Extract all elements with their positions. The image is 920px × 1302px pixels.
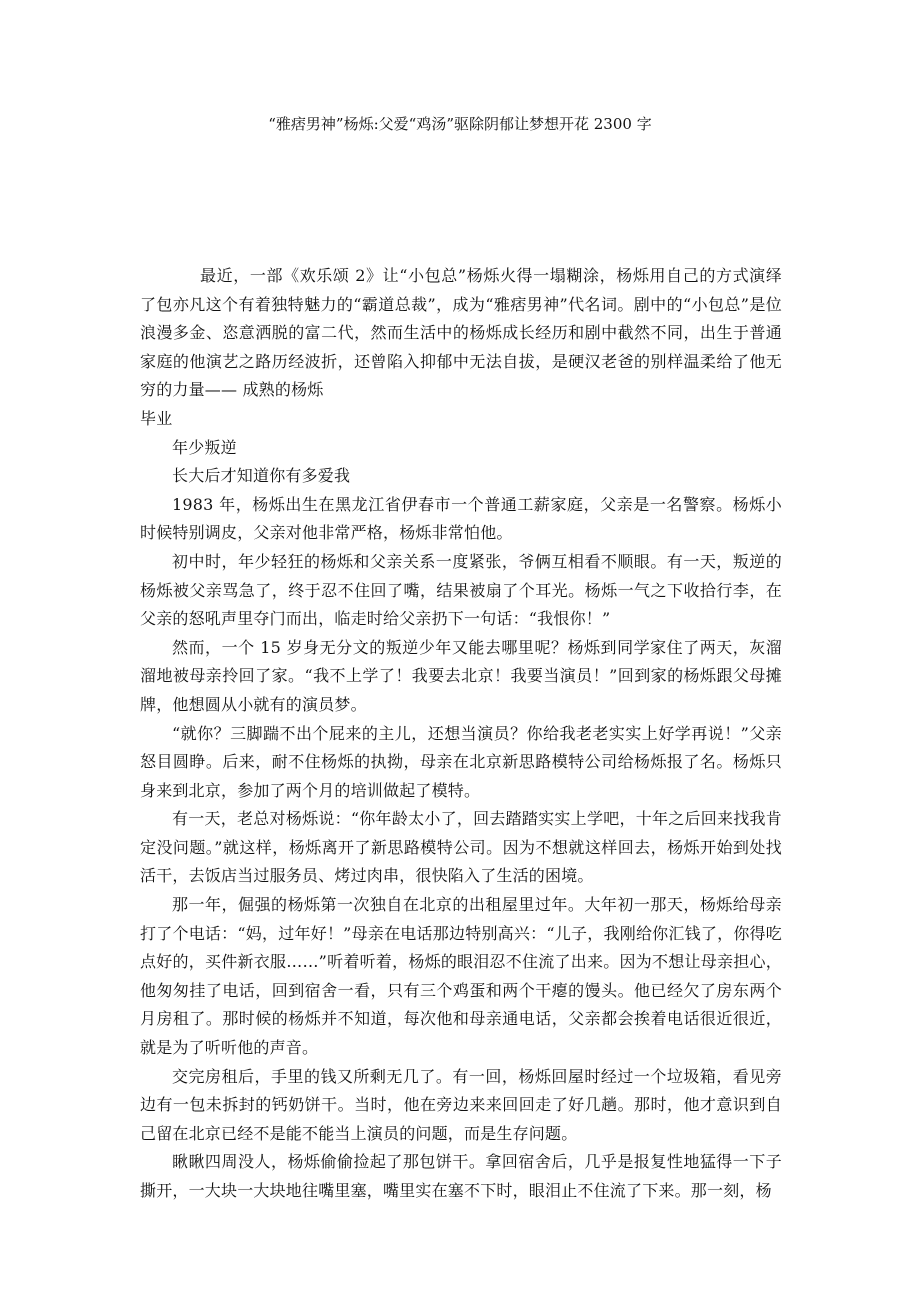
document-title: “雅痞男神”杨烁:父爱“鸡汤”驱除阴郁让梦想开花 2300 字 <box>268 115 652 133</box>
body-paragraph: 初中时，年少轻狂的杨烁和父亲关系一度紧张，爷俩互相看不顺眼。有一天，叛逆的杨烁被父亲骂急了，终于忍不住回了嘴，结果被扇了个耳光。杨烁一气之下收拾行李，在父亲的怒吼声里夺门而出，临走时给父亲扔下一句话：“我恨你！” <box>140 551 782 629</box>
section-heading: 年少叛逆 <box>172 437 237 457</box>
body-paragraph: “就你？三脚踹不出个屁来的主儿，还想当演员？你给我老老实实上好学再说！”父亲怒目圆睁。后来，耐不住杨烁的执拗，母亲在北京新思路模特公司给杨烁报了名。杨烁只身来到北京，参加了两个月的培训做起了模特。 <box>140 723 782 800</box>
body-paragraph: 1983 年，杨烁出生在黑龙江省伊春市一个普通工薪家庭，父亲是一名警察。杨烁小时候特别调皮，父亲对他非常严格，杨烁非常怕他。 <box>140 494 782 543</box>
article-body <box>140 262 782 1206</box>
body-paragraph: 有一天，老总对杨烁说：“你年龄太小了，回去踏踏实实上学吧，十年之后回来找我肯定没问题。”就这样，杨烁离开了新思路模特公司。因为不想就这样回去，杨烁开始到处找活干，去饭店当过服务员、烤过肉串，很快陷入了生活的困境。 <box>140 809 782 886</box>
section-subheading: 长大后才知道你有多爱我 <box>172 466 351 486</box>
body-paragraph: 然而，一个 15 岁身无分文的叛逆少年又能去哪里呢？杨烁到同学家住了两天，灰溜溜地被母亲拎回了家。“我不上学了！我要去北京！我要当演员！”回到家的杨烁跟父母摊牌，他想圆从小就有的演员梦。 <box>140 637 782 714</box>
body-paragraph: 交完房租后，手里的钱又所剩无几了。有一回，杨烁回屋时经过一个垃圾箱，看见旁边有一包未拆封的钙奶饼干。当时，他在旁边来来回回走了好几趟。那时，他才意识到自己留在北京已经不是能不能当上演员的问题，而是生存问题。 <box>140 1066 782 1143</box>
graduation-line: 毕业 <box>140 408 173 428</box>
intro-paragraph: 最近，一部《欢乐颂 2》让“小包总”杨烁火得一塌糊涂，杨烁用自己的方式演绎了包亦凡这个有着独特魅力的“霸道总裁”，成为“雅痞男神”代名词。剧中的“小包总”是位浪漫多金、恣意洒脱的富二代，然而生活中的杨烁成长经历和剧中截然不同，出生于普通家庭的他演艺之路历经波折，还曾陷入抑郁中无法自拔，是硬汉老爸的别样温柔给了他无穷的力量—— 成熟的杨烁 <box>140 266 782 400</box>
body-paragraph: 那一年，倔强的杨烁第一次独自在北京的出租屋里过年。大年初一那天，杨烁给母亲打了个电话：“妈，过年好！”母亲在电话那边特别高兴：“儿子，我刚给你汇钱了，你得吃点好的，买件新衣服……”听着听着，杨烁的眼泪忍不住流了出来。因为不想让母亲担心，他匆匆挂了电话，回到宿舍一看，只有三个鸡蛋和两个干瘪的馒头。他已经欠了房东两个月房租了。那时候的杨烁并不知道，每次他和母亲通电话，父亲都会挨着电话很近很近，就是为了听听他的声音。 <box>140 895 782 1058</box>
body-paragraph: 瞅瞅四周没人，杨烁偷偷捡起了那包饼干。拿回宿舍后，几乎是报复性地猛得一下子撕开，一大块一大块地往嘴里塞，嘴里实在塞不下时，眼泪止不住流了下来。那一刻，杨 <box>140 1152 782 1200</box>
